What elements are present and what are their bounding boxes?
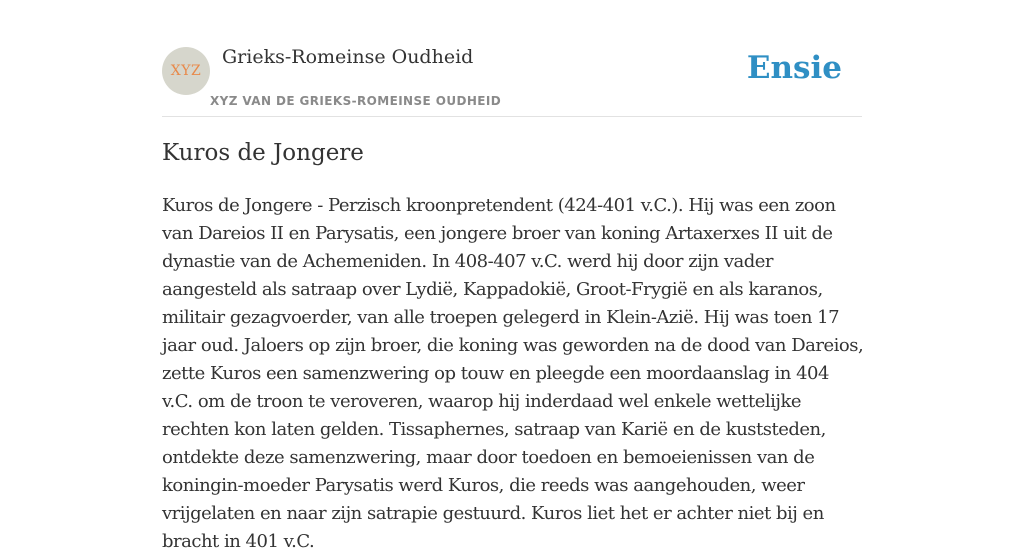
source-title-link[interactable]: Grieks-Romeinse Oudheid xyxy=(222,46,474,68)
article-body: Kuros de Jongere - Perzisch kroonpretendent (424-401 v.C.). Hij was een zoon van Dareios II en Parysatis, een jongere broer van koning Artaxerxes II uit de dynastie van de Achemeniden. In 408-407 v.C. werd hij door zijn vader aangesteld als satraap over Lydië, Kappadokië, Groot-Frygië en als karanos, militair gezagvoerder, van alle troepen gelegerd in Klein-Azië. Hij was toen 17 jaar oud. Jaloers op zijn broer, die koning was geworden na de dood van Dareios, zette Kuros een samenzwering op touw en pleegde een moordaanslag in 404 v.C. om de troon te veroveren, waarop hij inderdaad wel enkele wettelijke rechten kon laten gelden. Tissaphernes, satraap van Karië en de kuststeden, ontdekte deze samenzwering, maar door toedoen en bemoeienissen van de koningin-moeder Parysatis werd Kuros, die reeds was aangehouden, weer vrijgelaten en naar zijn satrapie gestuurd. Kuros liet het er achter niet bij en bracht in 401 v.C. xyxy=(162,195,864,552)
source-avatar[interactable]: XYZ xyxy=(162,47,210,95)
brand-logo-link[interactable]: Ensie xyxy=(746,50,842,86)
source-subtitle: XYZ VAN DE GRIEKS-ROMEINSE OUDHEID xyxy=(210,94,502,108)
header xyxy=(162,0,862,117)
article-title: Kuros de Jongere xyxy=(162,140,364,166)
